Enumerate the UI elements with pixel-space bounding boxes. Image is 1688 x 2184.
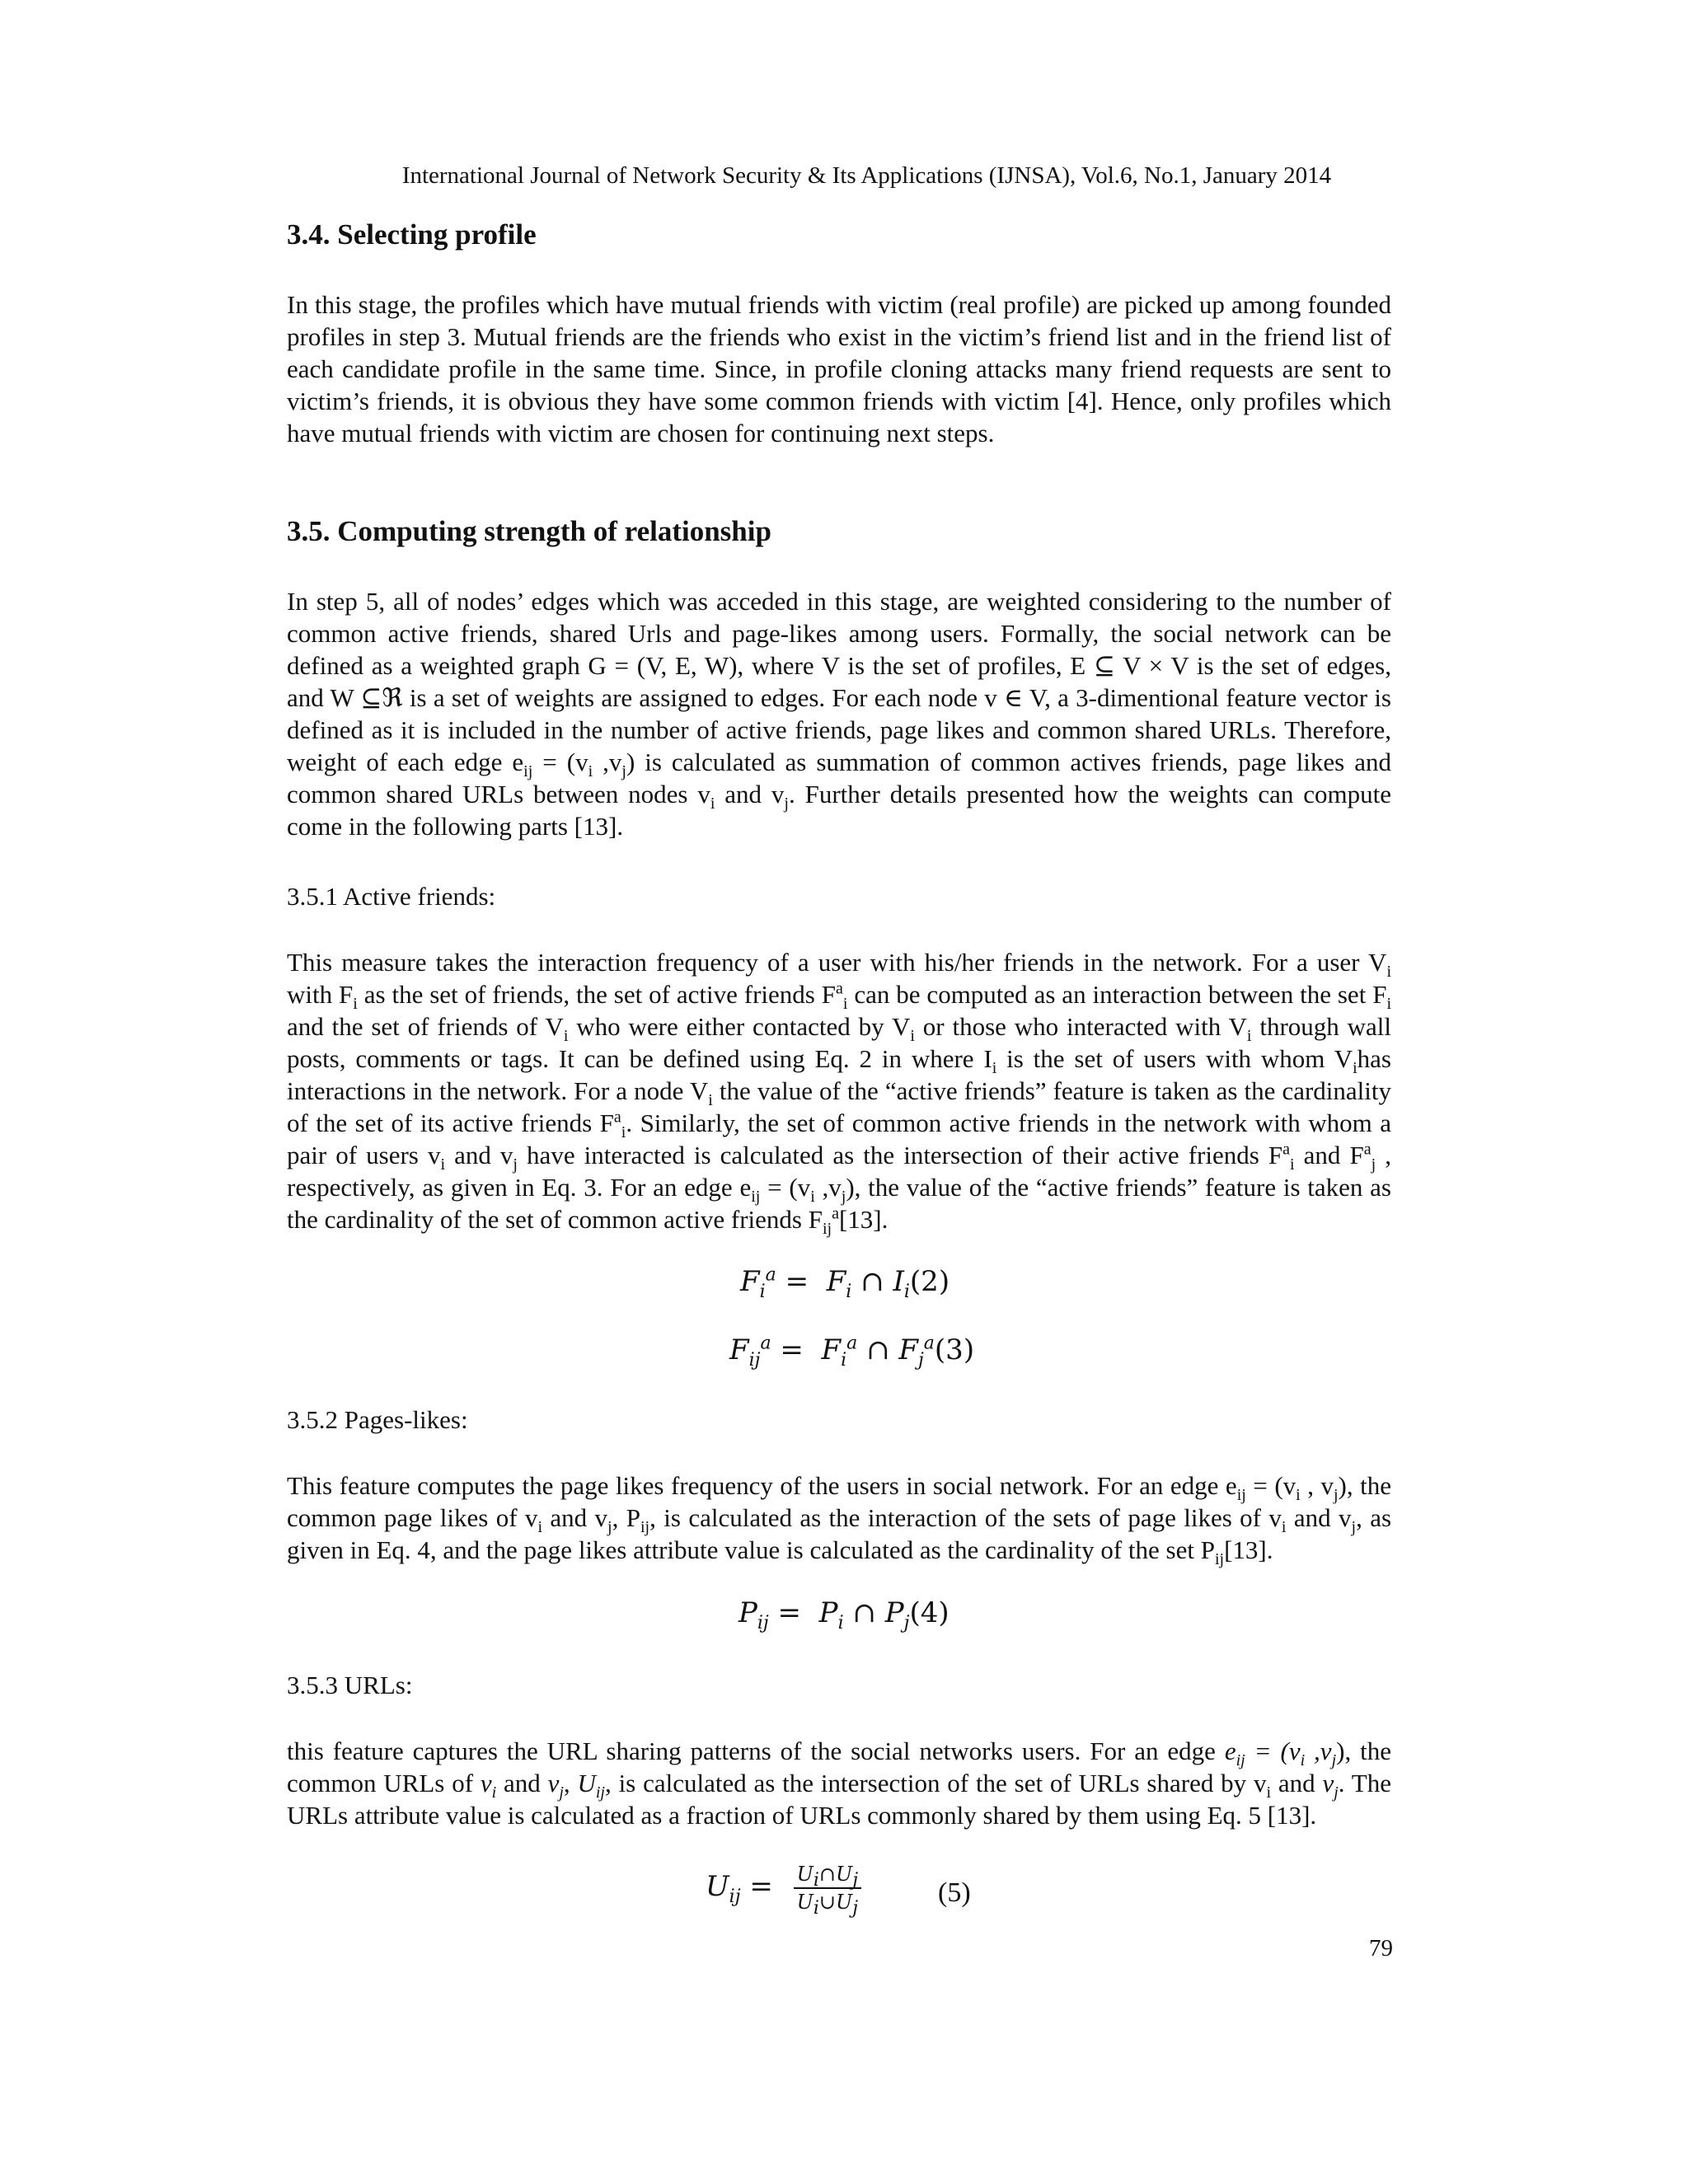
equation-5: $U_{ij}$ = $\frac{U_i\cap U_j}{U_i\cup U_j}$ xyxy=(706,1863,861,1914)
paragraph-strength-of-relationship: In step 5, all of nodes’ edges which was acceded in this stage, are weighted considering to the number of common active friends, shared Urls and page-likes among users. Formally, the social network can be defined as a weighted graph G = (V, E, W), where V is the set of profiles, E ⊆ V × V is the set of edges, and W ⊆ℜ is a set of weights are assigned to edges. For each node v ∈ V, a 3-dimentional feature vector is defined as it is included in the number of active friends, page likes and common shared URLs. Therefore, weight of each edge $e_{ij} = (v_i$ $,v_j$) is calculated as summation of common actives friends, page likes and common shared URLs between nodes $v_i$ and $v_j$. Further details presented how the weights can compute come in the following parts [13]. xyxy=(287,587,1392,841)
running-header: International Journal of Network Security & Its Applications (IJNSA), Vol.6, No.1, January 2014 xyxy=(401,162,1332,189)
section-heading-3-4: 3.4. Selecting profile xyxy=(287,218,537,251)
paragraph-selecting-profile: In this stage, the profiles which have mutual friends with victim (real profile) are picked up among founded profiles in step 3. Mutual friends are the friends who exist in the victim’s friend list and in the friend list of each candidate profile in the same time. Since, in profile cloning attacks many friend requests are sent to victim’s friends, it is obvious they have some common friends with victim [4]. Hence, only profiles which have mutual friends with victim are chosen for continuing next steps. xyxy=(287,290,1391,448)
equation-2: $F_i^a = F_i$ ∩ $I_i(2)$ xyxy=(740,1264,950,1302)
equation-5-fraction: $\frac{U_i\cap U_j}{U_i\cup U_j}$ xyxy=(794,1863,861,1914)
page-number: 79 xyxy=(1369,1935,1393,1961)
paragraph-active-friends: This measure takes the interaction frequency of a user with his/her friends in the network. For a user $V_i$ with $F_i$ as the set of friends, the set of active friends $F^a_i$ can be computed as an interaction between the set $F_i$ and the set of friends of $V_i$ who were either contacted by $V_i$ or those who interacted with $V_i$ through wall posts, comments or tags. It can be defined using Eq. 2 in where $I_i$ is the set of users with whom $V_ihas$ interactions in the network. For a node $V_i$ the value of the “active friends” feature is taken as the cardinality of the set of its active friends $F^a_i$. Similarly, the set of common active friends in the network with whom a pair of users $v_i$ and $v_j$ have interacted is calculated as the intersection of their active friends $F^a_i$ and $F^a_j$ , respectively, as given in Eq. 3. For an edge $e_{ij} = (v_i$ $,v_j$), the value of the “active friends” feature is taken as the cardinality of the set of common active friends $F_{ij}^a[13]$. xyxy=(287,948,1392,1239)
equation-4: $P_{ij} = P_i$ ∩ $P_j(4)$ xyxy=(738,1596,950,1633)
equation-5-number: (5) xyxy=(938,1877,971,1908)
subsection-title-page-likes: 3.5.2 Pages-likes: xyxy=(287,1405,468,1434)
equation-3: $F_{ij}^a = F_i^a$ ∩ $F_j^a(3)$ xyxy=(729,1333,975,1371)
paragraph-urls: this feature captures the URL sharing patterns of the social networks users. For an edge $e_{ij} = (v_i$ $,v_j$), the common URLs of $v_i$ and $v_j$, $U_{ij}$, is calculated as the intersection of the set of URLs shared by $v_i$ and $v_j$. The URLs attribute value is calculated as a fraction of URLs commonly shared by them using Eq. 5 [13]. xyxy=(287,1736,1391,1830)
subsection-title-urls: 3.5.3 URLs: xyxy=(287,1671,413,1699)
subsection-title-active-friends: 3.5.1 Active friends: xyxy=(287,882,496,911)
section-heading-3-5: 3.5. Computing strength of relationship xyxy=(287,515,771,547)
paragraph-page-likes: This feature computes the page likes frequency of the users in social network. For an edge $e_{ij} = (v_i$ , $v_j$), the common page likes of $v_i$ and $v_j$, $P_{ij}$, is calculated as the interaction of the sets of page likes of $v_i$ and $v_j$, as given in Eq. 4, and the page likes attribute value is calculated as the cardinality of the set $P_{ij}[13]$. xyxy=(287,1471,1392,1569)
